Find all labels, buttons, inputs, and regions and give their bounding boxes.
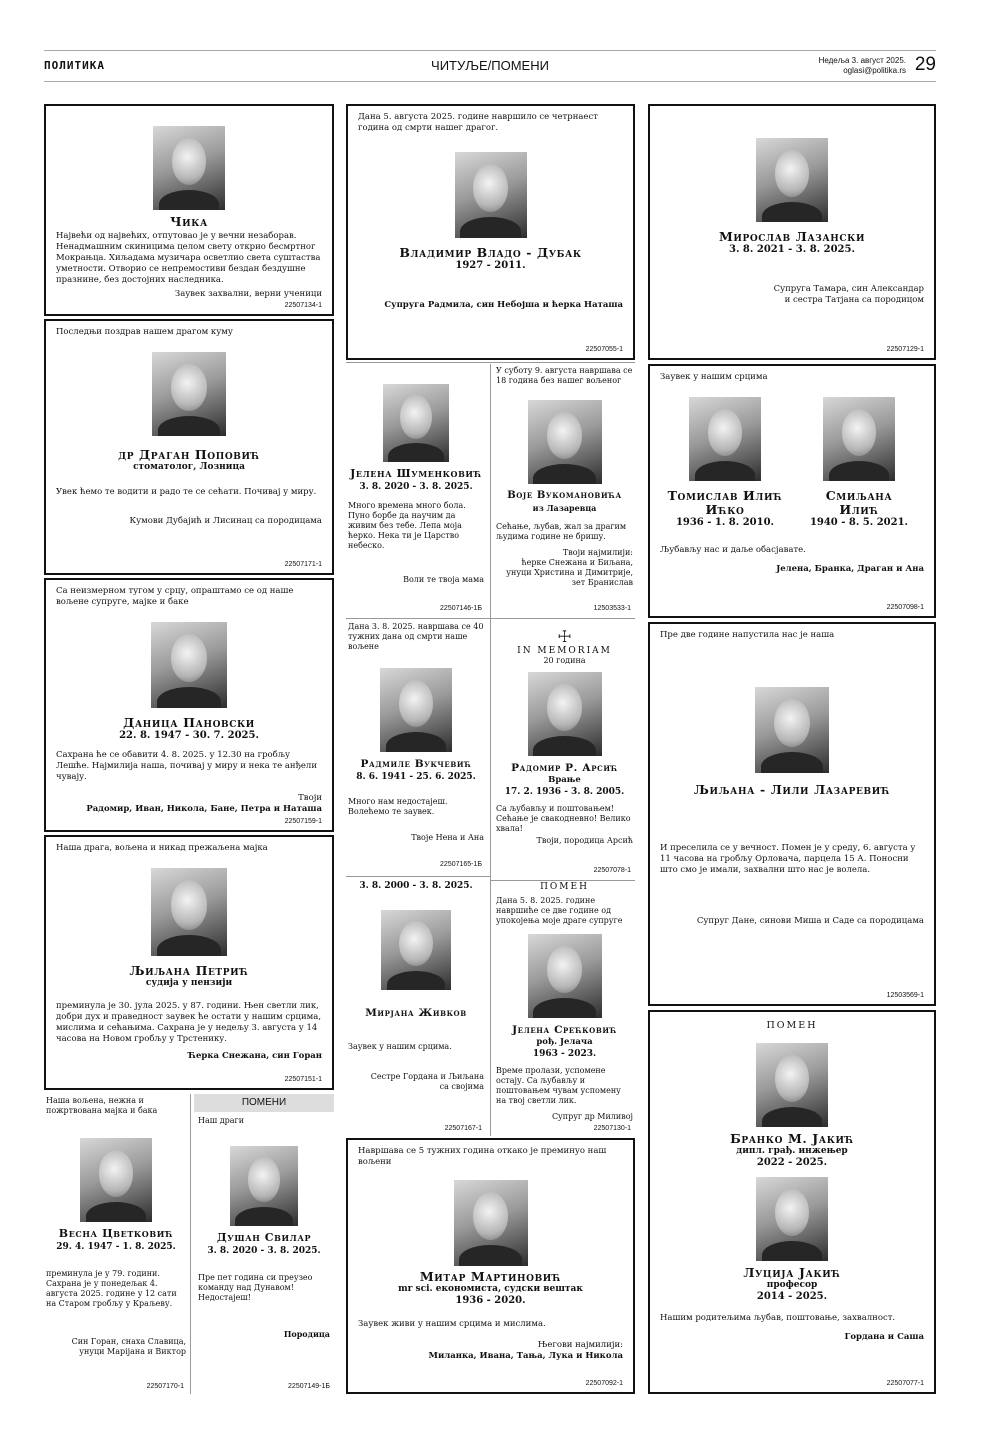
obituary-intro: Последњи поздрав нашем драгом куму: [56, 327, 233, 337]
deceased-dates-branko: 2022 - 2025.: [756, 1157, 828, 1168]
person-smiljana: [794, 397, 924, 529]
deceased-dates: 3. 8. 2000 - 3. 8. 2025.: [359, 881, 473, 891]
portrait-photo: [756, 1177, 828, 1261]
obituary-text: Љубављу нас и даље обасјавате.: [660, 545, 806, 555]
obituary-intro: Пре две године напустила нас је наша: [660, 630, 835, 640]
portrait-photo: [689, 397, 761, 481]
obituary-signature: Супруга Радмила, син Небојша и ћерка Наташа: [384, 300, 623, 310]
deceased-name: Смиљана: [825, 488, 893, 503]
ad-code: 22507146-1Б: [440, 605, 482, 612]
obituary-signature: Твоји, породица Арсић: [536, 836, 633, 845]
ad-code: 22507130-1: [593, 1125, 631, 1132]
deceased-name-branko: Бранко М. Јакић: [730, 1131, 854, 1146]
person-tomislav: [660, 397, 790, 529]
header-date: Недеља 3. август 2025.: [818, 56, 906, 65]
obituary-signature: Кумови Дубајић и Лисинац са породицама: [129, 516, 322, 526]
ad-code: 22507077-1: [886, 1380, 924, 1387]
portrait-photo: [383, 384, 449, 462]
ad-code: 22507149-1Б: [288, 1383, 330, 1390]
obituary-signature-line4: зет Бранислав: [571, 578, 633, 587]
deceased-name: Митар Мартиновић: [419, 1269, 562, 1284]
deceased-maiden-name: рођ. Јелача: [536, 1037, 593, 1047]
obituary-lazarevic: [648, 622, 936, 1006]
deceased-name: Радмиле Вукчевић: [360, 758, 472, 770]
deceased-name: Владимир Владо - Дубак: [399, 245, 582, 260]
portrait-photo: [230, 1146, 298, 1226]
ad-code: 22507165-1Б: [440, 861, 482, 868]
deceased-name-lucija: Луција Јакић: [743, 1265, 841, 1280]
pomen-title: ПОМЕН: [540, 882, 589, 892]
ad-code: 22507078-1: [593, 867, 631, 874]
deceased-dates: 1940 - 8. 5. 2021.: [809, 517, 909, 528]
obituary-text: Пре пет година си преузео команду над Дунавом! Недостајеш!: [198, 1273, 313, 1302]
obituary-signature-line1: Син Горан, снаха Славица,: [71, 1337, 186, 1346]
deceased-name: Чика: [170, 214, 208, 229]
portrait-photo: [756, 1043, 828, 1127]
deceased-name: Томислав Илић: [667, 488, 783, 503]
obituary-signature-intro: Твоји: [298, 793, 322, 803]
ad-code: 22507134-1: [284, 302, 322, 309]
header-date-email: [819, 56, 906, 76]
deceased-name: Весна Цветковић: [58, 1227, 174, 1240]
ad-code: 22507170-1: [146, 1383, 184, 1390]
portrait-photo: [153, 126, 225, 210]
obituary-text: Са љубављу и поштовањем! Сећање је свакодневно! Велико хвала!: [496, 804, 631, 833]
obituary-intro: Дана 5. 8. 2025. године навршиће се две године од упокојења моје драге супруге: [496, 896, 623, 925]
deceased-profession: mr sci. економиста, судски вештак: [398, 1284, 583, 1294]
deceased-profession: судија у пензији: [145, 978, 233, 988]
deceased-dates: 29. 4. 1947 - 1. 8. 2025.: [56, 1242, 176, 1252]
page-number: 29: [914, 54, 936, 75]
obituary-intro: Заувек у нашим срцима: [660, 372, 768, 382]
obituary-intro: Наша вољена, нежна и пожртвована мајка и бака: [46, 1096, 158, 1115]
portrait-photo: [455, 152, 527, 238]
ad-code: 22507151-1: [284, 1076, 322, 1083]
obituary-text: Заувек живи у нашим срцима и мислима.: [358, 1319, 546, 1329]
deceased-profession: стоматолог, Лозница: [133, 462, 245, 472]
deceased-name: Љиљана Петрић: [129, 963, 249, 978]
obituary-signature-line2: унуци Марijана и Виктор: [79, 1347, 186, 1356]
deceased-place: из Лазаревца: [532, 503, 597, 513]
obituary-signature-line1: Твоји најмилији:: [562, 548, 633, 557]
obituary-svilar: [194, 1094, 334, 1394]
row-divider: [346, 362, 635, 363]
portrait-pair: [660, 397, 924, 529]
deceased-dates: 3. 8. 2020 - 3. 8. 2025.: [207, 1246, 321, 1256]
obituary-ilic: [648, 364, 936, 618]
obituary-vukomanovic: [494, 366, 635, 616]
obituary-signature: Гордана и Саша: [844, 1332, 924, 1342]
obituary-signature: Супруг Дане, синови Миша и Саде са породицама: [696, 916, 924, 926]
obituary-panovski: [44, 578, 334, 832]
row-divider: [490, 880, 635, 881]
obituary-vukcevic: [346, 620, 486, 872]
obituary-signature: Заувек захвални, верни ученици: [174, 289, 322, 299]
obituary-signature-line2: са својима: [439, 1082, 484, 1091]
obituary-signature-intro: Његови најмилији:: [537, 1340, 623, 1350]
deceased-name: Љиљана - Лили Лазаревић: [693, 782, 891, 797]
obituary-intro: Дана 5. августа 2025. године навршило се четрнаест година од смрти нашег драгог.: [358, 112, 598, 133]
obituary-signature: Јелена, Бранка, Драган и Ана: [776, 564, 924, 574]
deceased-dates: 1927 - 2011.: [455, 260, 526, 271]
obituary-text: Највећи од највећих, отпутовао је у вечни незаборав. Ненадмашним скиницима целом свету открио бесмртног Мокрањца. Хиљадама музичара осветлио света суштаства уметности. Отворио се непремостиви бездан бездушне празнине, без достојних наследника.: [56, 231, 321, 285]
portrait-photo: [528, 672, 602, 756]
obituary-intro: Наш драги: [198, 1116, 245, 1125]
deceased-name: Мирослав Лазански: [718, 229, 866, 244]
in-memoriam-title: IN MEMORIAM: [517, 646, 612, 656]
obituary-signature-line2: ћерке Снежана и Биљана,: [521, 558, 633, 567]
deceased-dates: 17. 2. 1936 - 3. 8. 2005.: [504, 787, 625, 797]
obituary-petric: [44, 835, 334, 1090]
portrait-photo: [151, 868, 227, 956]
ad-code: 22507129-1: [886, 346, 924, 353]
ad-code: 12503533-1: [593, 605, 631, 612]
obituary-intro: Навршава се 5 тужних година откако је преминуо наш вољени: [358, 1146, 607, 1167]
deceased-name: Јелена Шуменковић: [350, 467, 482, 480]
obituary-signature: Супруг др Миливој: [551, 1112, 633, 1121]
obituary-sumenkovic: [346, 366, 486, 616]
portrait-photo: [380, 668, 452, 752]
obituary-signature: Радомир, Иван, Никола, Бане, Петра и Наташа: [86, 804, 322, 814]
deceased-dates: 3. 8. 2020 - 3. 8. 2025.: [359, 482, 473, 492]
obituary-text: Заувек у нашим срцима.: [348, 1042, 452, 1051]
obituary-arsic: [494, 620, 635, 878]
portrait-photo: [528, 400, 602, 484]
obituary-martinovic: [346, 1138, 635, 1394]
pomeni-section-label: ПОМЕНИ: [194, 1094, 334, 1112]
obituary-intro: У суботу 9. августа навршава се 18 година без нашег вољеног: [496, 366, 633, 385]
obituary-chika: [44, 104, 334, 316]
obituary-cvetkovic: [44, 1094, 188, 1394]
portrait-photo: [528, 934, 602, 1018]
ad-code: 22507092-1: [585, 1380, 623, 1387]
portrait-photo: [152, 352, 226, 436]
obituary-signature-line2: и сестра Татјана са породицом: [784, 295, 924, 305]
cross-icon: ☩: [557, 627, 572, 646]
memorial-years: 20 година: [543, 656, 586, 665]
obituary-dubak: [346, 104, 635, 360]
ad-code: 22507098-1: [886, 604, 924, 611]
portrait-photo: [454, 1180, 528, 1266]
obituary-text: преминула је 30. јула 2025. у 87. години. Њен светли лик, добри дух и праведност заувек ће остати у нашим срцима, мислима и сећањима. Сахрана је у недељу 3. августа у 14 часова на Новом гробљу у Трстенику.: [56, 1001, 322, 1044]
deceased-dates-lucija: 2014 - 2025.: [756, 1291, 828, 1302]
obituary-text: Нашим родитељима љубав, поштовање, захвалност.: [660, 1313, 896, 1323]
pomen-title: ПОМЕН: [766, 1020, 818, 1031]
header-email: oglasi@politika.rs: [843, 66, 906, 75]
column-divider: [190, 1094, 191, 1394]
ad-code: 22507159-1: [284, 818, 322, 825]
obituary-text: преминула је у 79. години. Сахрана је у понедељак 4. августа 2025. године у 12 сати на Старом гробљу у Краљеву.: [46, 1269, 177, 1308]
ad-code: 22507167-1: [444, 1125, 482, 1132]
section-title: ЧИТУЉЕ/ПОМЕНИ: [431, 58, 549, 73]
deceased-surname: Илић: [839, 502, 879, 517]
column-divider: [490, 364, 491, 1136]
obituary-signature-line3: унуци Христина и Димитрије,: [506, 568, 633, 577]
obituary-jakic: [648, 1010, 936, 1394]
deceased-name: Душан Свилар: [216, 1231, 312, 1244]
row-divider: [346, 618, 635, 619]
deceased-dates: 22. 8. 1947 - 30. 7. 2025.: [119, 730, 259, 741]
deceased-dates: 3. 8. 2021 - 3. 8. 2025.: [729, 244, 855, 255]
obituary-intro: Са неизмерном тугом у срцу, опраштамо се од наше вољене супруге, мајке и баке: [56, 586, 294, 607]
deceased-profession-branko: дипл. грађ. инжењер: [736, 1146, 848, 1156]
obituary-popovic: [44, 319, 334, 575]
deceased-dates: 1936 - 1. 8. 2010.: [675, 517, 775, 528]
obituary-intro: Наша драга, вољена и никад прежаљена мајка: [56, 843, 268, 853]
deceased-dates: 1963 - 2023.: [532, 1049, 597, 1059]
obituary-signature: Твоје Нена и Ана: [411, 833, 484, 842]
obituary-text: Сахрана ће се обавити 4. 8. 2025. у 12.30 на гробљу Лешће. Најмилија наша, почивај у миру и нека те анђели чувају.: [56, 750, 317, 782]
obituary-signature-line1: Супруга Тамара, син Александар: [773, 284, 924, 294]
obituary-signature: Воли те твоја мама: [403, 575, 484, 584]
obituary-text: Сећање, љубав, жал за драгим људима године не бришу.: [496, 522, 627, 541]
deceased-nickname: Ићко: [705, 502, 745, 517]
portrait-photo: [823, 397, 895, 481]
page-header: [44, 50, 936, 82]
obituary-signature-line1: Сестре Гордана и Љиљана: [370, 1072, 484, 1081]
row-divider: [346, 876, 490, 877]
obituary-text: Увек ћемо те водити и радо те се сећати. Почивај у миру.: [56, 487, 317, 497]
obituary-zivkov: [346, 880, 486, 1136]
deceased-name: Јелена Срећковић: [512, 1024, 617, 1036]
ad-code: 22507171-1: [284, 561, 322, 568]
obituary-lazanski: [648, 104, 936, 360]
obituary-text: Много нам недостајеш. Волећемо те заувек.: [348, 797, 448, 816]
ad-code: 12503569-1: [886, 992, 924, 999]
portrait-photo: [80, 1138, 152, 1222]
obituary-text: Много времена много бола. Пуно борбе да научим да живим без тебе. Лепа моја ћерко. Нека ти је Царство небеско.: [348, 501, 466, 550]
deceased-dates: 1936 - 2020.: [455, 1295, 526, 1306]
ad-code: 22507055-1: [585, 346, 623, 353]
obituary-intro: Дана 3. 8. 2025. навршава се 40 тужних дана од смрти наше вољене: [348, 622, 484, 651]
deceased-place: Врање: [548, 775, 581, 785]
deceased-name: Мирјана Живков: [365, 1007, 467, 1019]
obituary-text: И преселила се у вечност. Помен је у среду, 6. августа у 11 часова на гробљу Орловача, парцела 15 А. Поносни што смо је имали, захвални што нас је волела.: [660, 843, 916, 875]
obituary-signature: Ћерка Снежана, син Горан: [187, 1051, 322, 1061]
obituary-text: Време пролази, успомене остају. Са љубављу и поштовањем чувам успомену на твој светли лик.: [496, 1066, 621, 1105]
deceased-profession-lucija: професор: [766, 1280, 818, 1290]
portrait-photo: [151, 622, 227, 708]
obituary-sreckovic: [494, 882, 635, 1136]
portrait-photo: [381, 910, 451, 990]
deceased-name: Даница Пановски: [123, 715, 255, 730]
portrait-photo: [755, 687, 829, 773]
obituary-signature: Миланка, Ивана, Тања, Лука и Никола: [428, 1351, 623, 1361]
obituary-signature: Породица: [283, 1329, 330, 1339]
deceased-name: Радомир Р. Арсић: [511, 762, 618, 774]
deceased-dates: 8. 6. 1941 - 25. 6. 2025.: [356, 772, 476, 782]
deceased-name: др Драган Поповић: [118, 447, 260, 462]
newspaper-logo: ПОЛИТИКА: [44, 59, 105, 72]
deceased-name: Воје Вукомановића: [507, 490, 622, 501]
portrait-photo: [756, 138, 828, 222]
